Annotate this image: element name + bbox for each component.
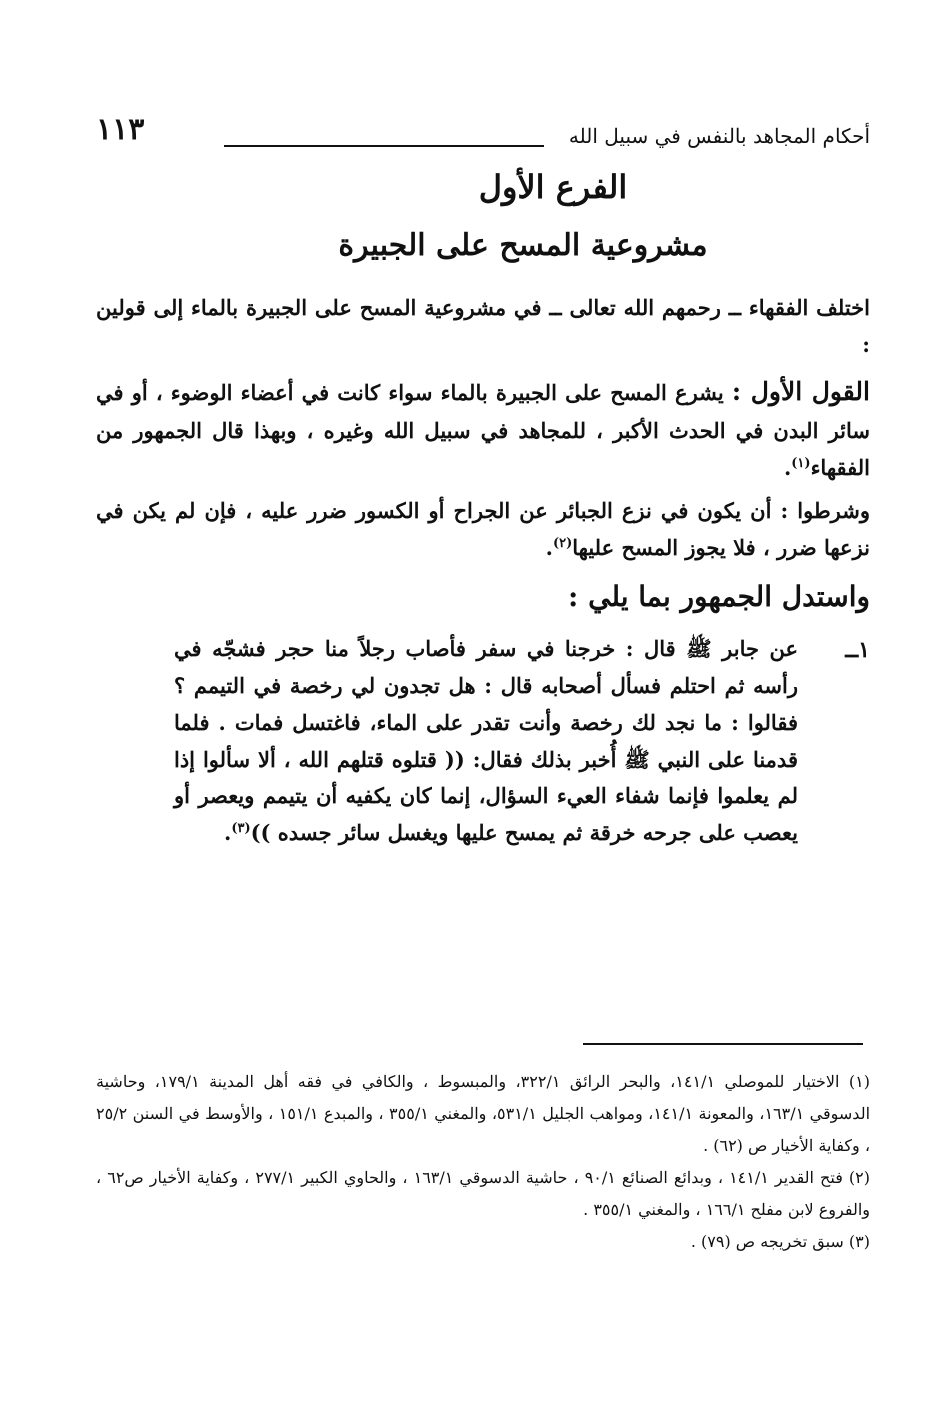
- running-header: [96, 112, 870, 162]
- footnotes: [96, 1066, 870, 1258]
- evidence-heading: واستدل الجمهور بما يلي :: [568, 580, 870, 614]
- header-rule: [224, 145, 544, 147]
- footnote-ref-1[interactable]: (١): [791, 456, 811, 471]
- conditions-end: .: [545, 534, 553, 560]
- hadith-paragraph: [96, 631, 798, 852]
- book-title: أحكام المجاهد بالنفس في سبيل الله: [568, 124, 870, 148]
- first-opinion-paragraph: [96, 370, 870, 487]
- section-heading: الفرع الأول: [478, 168, 628, 206]
- first-opinion-end: .: [783, 455, 792, 480]
- hadith-item: [96, 631, 870, 852]
- hadith-number: ١ــ: [845, 637, 870, 664]
- footnote-1: (١) الاختيار للموصلي ١٤١/١، والبحر الرائق ٣٢٢/١، والمبسوط ، والكافي في فقه أهل المدينة ١٧٩/١، وحاشية الدسوقي ١٦٣/١، والمعونة ١٤١/١، ومواهب الجليل ٥٣١/١، والمغني ٣٥٥/١ ، والمبدع ١٥١/١ ، والأوسط في السنن ٢٥/٢ ، وكفاية الأخيار ص (٦٢) .: [96, 1072, 871, 1155]
- hadith-end: .: [224, 820, 232, 845]
- first-opinion-lead: القول الأول :: [731, 376, 870, 406]
- footnote-2: (٢) فتح القدير ١٤١/١ ، وبدائع الصنائع ٩٠/١ ، حاشية الدسوقي ١٦٣/١ ، والحاوي الكبير ٢٧٧/١ ، وكفاية الأخيار ص٦٢ ، والفروع لابن مفلح ١٦٦/١ ، والمغني ٣٥٥/١ .: [96, 1168, 870, 1219]
- conditions-text: وشرطوا : أن يكون في نزع الجبائر عن الجراح أو الكسور ضرر عليه ، فإن لم يكن في نزعها ضرر ، فلا يجوز المسح عليها: [96, 497, 870, 560]
- intro-paragraph: اختلف الفقهاء ــ رحمهم الله تعالى ــ في مشروعية المسح على الجبيرة بالماء إلى قولين :: [96, 295, 870, 357]
- footnote-ref-2[interactable]: (٢): [552, 535, 573, 551]
- footnote-3: (٣) سبق تخريجه ص (٧٩) .: [690, 1232, 870, 1251]
- footnote-ref-3[interactable]: (٣): [231, 821, 251, 836]
- conditions-paragraph: [96, 493, 870, 567]
- main-text: [96, 290, 870, 852]
- first-opinion-text: يشرع المسح على الجبيرة بالماء سواء كانت في أعضاء الوضوء ، أو في سائر البدن في الحدث الأكبر ، للمجاهد في سبيل الله وغيره ، وبهذا قال الجمهور من الفقهاء: [96, 379, 870, 480]
- footnote-separator: [583, 1043, 863, 1045]
- page-number: ١١٣: [96, 112, 145, 147]
- hadith-text: عن جابر ﷺ قال : خرجنا في سفر فأصاب رجلاً منا حجر فشجّه في رأسه ثم احتلم فسأل أصحابه قال : هل تجدون لي رخصة في التيمم ؟ فقالوا : ما نجد لك رخصة وأنت تقدر على الماء، فاغتسل فمات . فلما قدمنا على النبي ﷺ أُخبر بذلك فقال: (( قتلوه قتلهم الله ، ألا سألوا إذا لم يعلموا فإنما شفاء العيء السؤال، إنما كان يكفيه أن يتيمم ويعصر أو يعصب على جرحه خرقة ثم يمسح عليها ويغسل سائر جسده )): [174, 636, 798, 845]
- chapter-title: مشروعية المسح على الجبيرة: [338, 228, 708, 263]
